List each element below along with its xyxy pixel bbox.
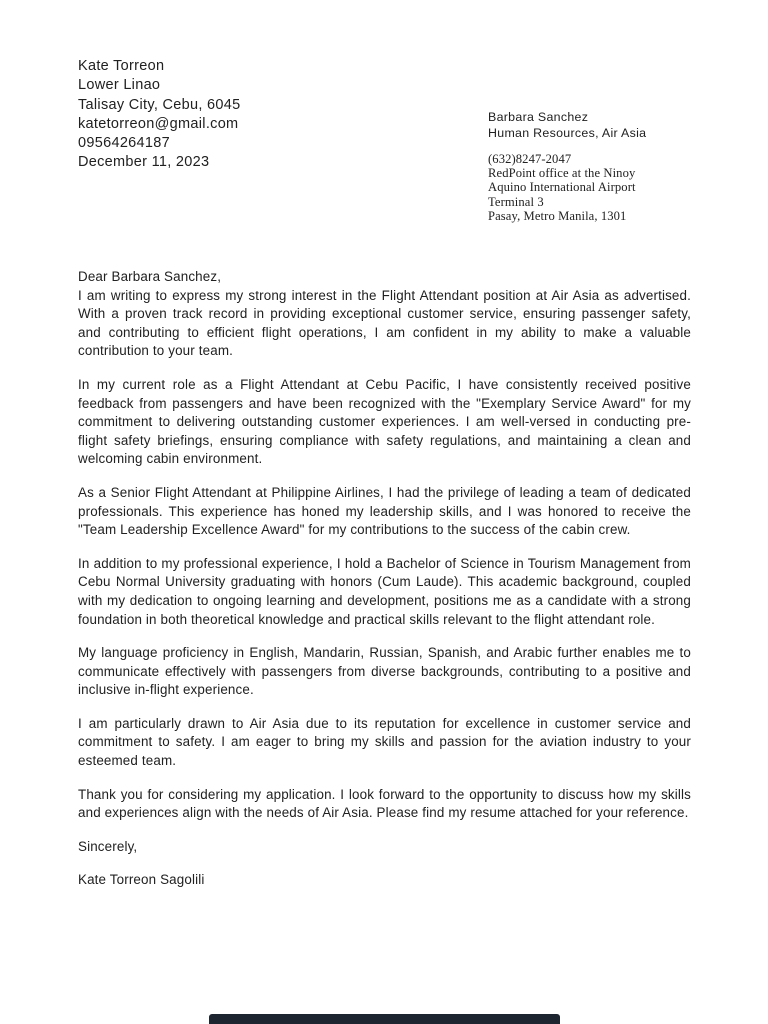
paragraph-current-role: In my current role as a Flight Attendant at Cebu Pacific, I have consistently received positive feedback from passengers and have been recognized with the "Exemplary Service Award" for my commitment to delivering outstanding customer experiences. I am well-versed in conducting pre-flight safety briefings, ensuring compliance with safety regulations, and maintaining a clean and welcoming cabin environment. bbox=[78, 376, 691, 467]
salutation: Dear Barbara Sanchez, bbox=[78, 269, 222, 284]
home-indicator-bar[interactable] bbox=[209, 1014, 560, 1024]
recipient-address-line-4: Pasay, Metro Manila, 1301 bbox=[488, 208, 627, 223]
paragraph-senior-role: As a Senior Flight Attendant at Philippine Airlines, I had the privilege of leading a team of dedicated professionals. This experience has honed my leadership skills, and I was honored to receive the "Team Leadership Excellence Award" for my contributions to the success of the cabin crew. bbox=[78, 484, 691, 538]
signature-name: Kate Torreon Sagolili bbox=[78, 872, 205, 888]
recipient-name: Barbara Sanchez bbox=[488, 110, 589, 124]
sender-address-line-2: Talisay City, Cebu, 6045 bbox=[78, 96, 241, 113]
paragraph-intro: I am writing to express my strong interest in the Flight Attendant position at Air Asia as advertised. With a proven track record in providing exceptional customer service, ensuring passenger safety, and contributing to efficient flight operations, I am confident in my ability to make a valuable contribution to your team. bbox=[78, 287, 691, 359]
paragraph-education: In addition to my professional experience, I hold a Bachelor of Science in Tourism Management from Cebu Normal University graduating with honors (Cum Laude). This academic background, coupled with my dedication to ongoing learning and development, positions me as a candidate with a strong foundation in both theoretical knowledge and practical skills relevant to the flight attendant role. bbox=[78, 555, 691, 627]
sender-phone: 09564264187 bbox=[78, 135, 171, 152]
sender-name: Kate Torreon bbox=[78, 58, 165, 74]
closing: Sincerely, bbox=[78, 838, 138, 854]
recipient-block bbox=[488, 110, 646, 223]
paragraph-motivation: I am particularly drawn to Air Asia due to its reputation for excellence in customer service and commitment to safety. I am eager to bring my skills and passion for the aviation industry to your esteemed team. bbox=[78, 715, 691, 769]
recipient-address-line-3: Terminal 3 bbox=[488, 194, 544, 209]
recipient-header bbox=[488, 110, 646, 141]
recipient-address-line-1: RedPoint office at the Ninoy bbox=[488, 166, 636, 181]
sender-email: katetorreon@gmail.com bbox=[78, 115, 239, 132]
recipient-department: Human Resources, Air Asia bbox=[488, 125, 647, 140]
paragraph-thanks: Thank you for considering my application. I look forward to the opportunity to discuss how my skills and experiences align with the needs of Air Asia. Please find my resume attached for your reference. bbox=[78, 786, 691, 821]
sender-address-line-1: Lower Linao bbox=[78, 77, 161, 94]
recipient-phone: (632)8247-2047 bbox=[488, 152, 572, 166]
recipient-details bbox=[488, 152, 646, 223]
letter-date: December 11, 2023 bbox=[78, 154, 210, 171]
recipient-address-line-2: Aquino International Airport bbox=[488, 180, 636, 195]
sender-block bbox=[78, 57, 240, 173]
letter-body bbox=[78, 268, 691, 905]
paragraph-languages: My language proficiency in English, Mandarin, Russian, Spanish, and Arabic further enables me to communicate effectively with passengers from diverse backgrounds, contributing to a positive and inclusive in-flight experience. bbox=[78, 645, 691, 698]
